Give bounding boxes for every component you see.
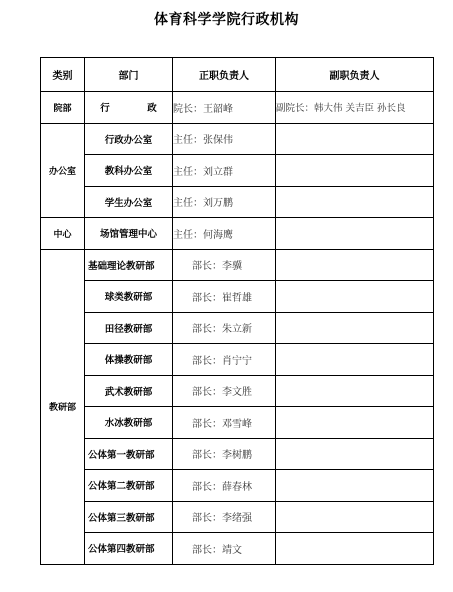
- table-row: [41, 186, 434, 218]
- table-row: [41, 470, 434, 502]
- table-row: [41, 407, 434, 439]
- deputy-cell: [276, 438, 434, 470]
- table-row: [41, 344, 434, 376]
- head-cell: 部长：崔哲雄: [173, 281, 276, 313]
- deputy-cell: [276, 407, 434, 439]
- department-cell: 基础理论教研部: [85, 249, 173, 281]
- department-cell: 球类教研部: [85, 281, 173, 313]
- deputy-cell: [276, 249, 434, 281]
- department-cell: 行 政: [85, 92, 173, 124]
- table-row: [41, 123, 434, 155]
- deputy-cell: [276, 155, 434, 187]
- head-cell: 部长：薛春林: [173, 470, 276, 502]
- head-cell: 部长：李树鹏: [173, 438, 276, 470]
- deputy-cell: [276, 533, 434, 565]
- deputy-cell: [276, 470, 434, 502]
- column-header-department: 部门: [85, 58, 173, 92]
- department-cell: 行政办公室: [85, 123, 173, 155]
- table-row: [41, 312, 434, 344]
- department-cell: 公体第四教研部: [85, 533, 173, 565]
- head-cell: 主任：何海鹰: [173, 218, 276, 250]
- deputy-cell: [276, 344, 434, 376]
- head-cell: 部长：李骥: [173, 249, 276, 281]
- department-cell: 场馆管理中心: [85, 218, 173, 250]
- department-cell: 公体第二教研部: [85, 470, 173, 502]
- deputy-cell: [276, 501, 434, 533]
- table-row: [41, 92, 434, 124]
- head-cell: 主任：张保伟: [173, 123, 276, 155]
- head-cell: 部长：邓雪峰: [173, 407, 276, 439]
- category-admin-office: 办公室: [41, 123, 85, 218]
- deputy-cell: [276, 281, 434, 313]
- table-row: [41, 281, 434, 313]
- deputy-cell: [276, 186, 434, 218]
- table-row: [41, 249, 434, 281]
- category-dean-office: 院部: [41, 92, 85, 124]
- column-header-category: 类别: [41, 58, 85, 92]
- head-cell: 主任：刘立群: [173, 155, 276, 187]
- department-cell: 田径教研部: [85, 312, 173, 344]
- head-cell: 主任：刘万鹏: [173, 186, 276, 218]
- deputy-cell: 副院长：韩大伟 关吉臣 孙长良: [276, 92, 434, 124]
- category-center: 中心: [41, 218, 85, 250]
- table-row: [41, 218, 434, 250]
- table-row: [41, 375, 434, 407]
- table-header-row: [41, 58, 434, 92]
- department-cell: 体操教研部: [85, 344, 173, 376]
- department-cell: 水冰教研部: [85, 407, 173, 439]
- table-row: [41, 155, 434, 187]
- org-table: [40, 57, 434, 565]
- deputy-cell: [276, 312, 434, 344]
- head-cell: 部长：李绪强: [173, 501, 276, 533]
- department-cell: 公体第三教研部: [85, 501, 173, 533]
- head-cell: 部长：朱立新: [173, 312, 276, 344]
- column-header-deputy: 副职负责人: [276, 58, 434, 92]
- page-title: 体育科学学院行政机构: [154, 12, 299, 28]
- head-cell: 部长：靖文: [173, 533, 276, 565]
- table-row: [41, 533, 434, 565]
- table-row: [41, 438, 434, 470]
- department-cell: 教科办公室: [85, 155, 173, 187]
- deputy-cell: [276, 375, 434, 407]
- column-header-head: 正职负责人: [173, 58, 276, 92]
- deputy-cell: [276, 218, 434, 250]
- deputy-cell: [276, 123, 434, 155]
- table-row: [41, 501, 434, 533]
- department-cell: 武术教研部: [85, 375, 173, 407]
- department-cell: 公体第一教研部: [85, 438, 173, 470]
- head-cell: 院长：王韶峰: [173, 92, 276, 124]
- category-teaching-dept: 教研部: [41, 249, 85, 564]
- head-cell: 部长：李文胜: [173, 375, 276, 407]
- head-cell: 部长：肖宁宁: [173, 344, 276, 376]
- department-cell: 学生办公室: [85, 186, 173, 218]
